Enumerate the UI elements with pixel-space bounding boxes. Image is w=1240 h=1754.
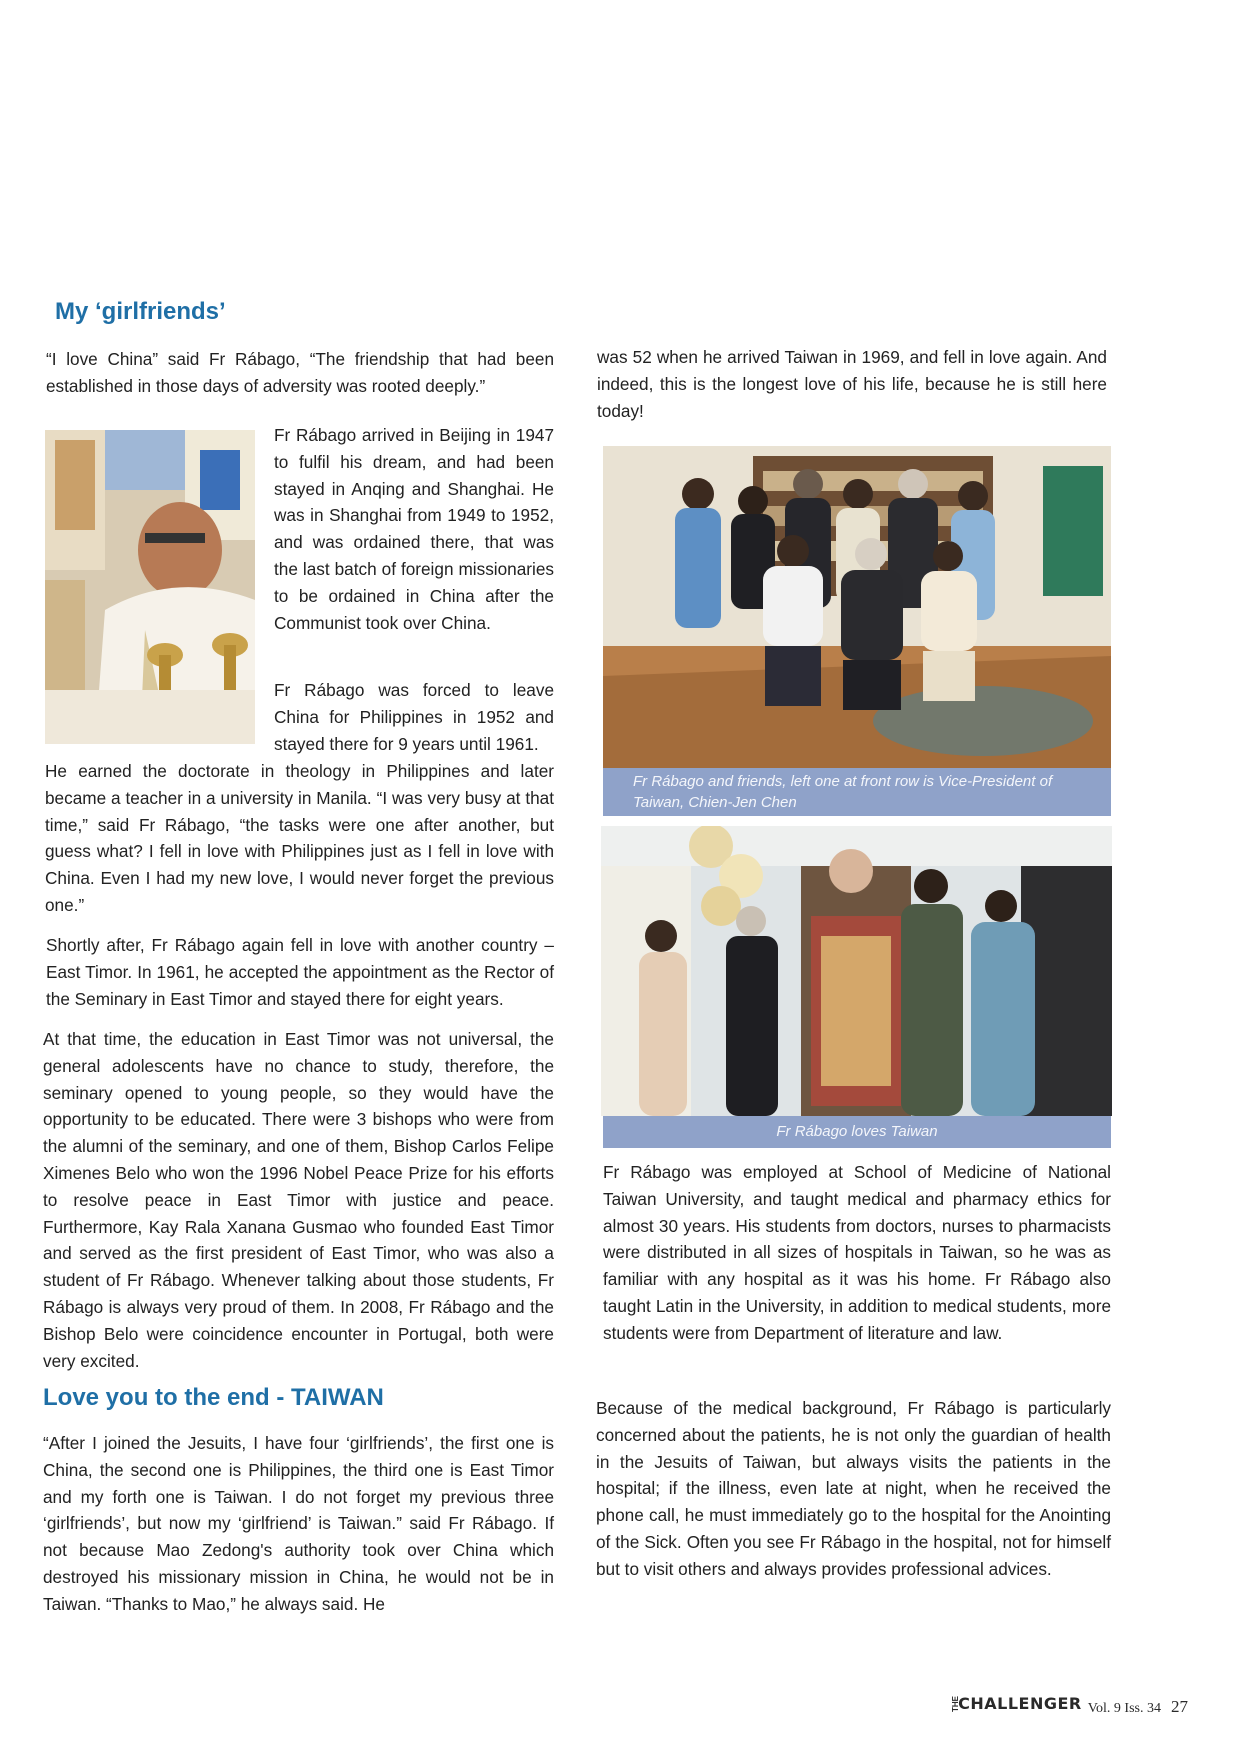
photo-rabago-loves-taiwan	[601, 826, 1112, 1116]
paragraph-arrived-taiwan: was 52 when he arrived Taiwan in 1969, and fell in love again. And indeed, this is the longest love of his life, because he is still here today!	[597, 347, 1107, 421]
paragraph-philippines: He earned the doctorate in theology in Philippines and later became a teacher in a university in Manila. “I was very busy at that time,” said Fr Rábago, “the tasks were one after another, but guess what? I fell in love with Philippines just as I fell in love with China. Even I had my new love, I would never forget the previous one.”	[45, 761, 554, 915]
section-heading-taiwan: Love you to the end - TAIWAN	[43, 1384, 384, 1411]
logo-wordmark: CHALLENGER	[958, 1694, 1082, 1713]
paragraph-beijing: Fr Rábago arrived in Beijing in 1947 to fulfil his dream, and had been stayed in Anqing and Shanghai. He was in Shanghai from 1949 to 1952, and was ordained there, that was the last batch of foreign missionaries to be ordained in China after the Communist took over China.	[274, 425, 554, 633]
magazine-logo	[951, 1694, 1082, 1713]
paragraph-east-timor: Shortly after, Fr Rábago again fell in love with another country – East Timor. In 1961, he accepted the appointment as the Rector of the Seminary in East Timor and stayed there for eight years.	[46, 935, 554, 1009]
page-footer	[951, 1694, 1188, 1717]
caption-loves-taiwan: Fr Rábago loves Taiwan	[603, 1116, 1111, 1148]
paragraph-four-girlfriends: “After I joined the Jesuits, I have four ‘girlfriends’, the first one is China, the second one is Philippines, the third one is East Timor and my forth one is Taiwan. I do not forget my previous three ‘girlfriends’, but now my ‘girlfriend’ is Taiwan.” said Fr Rábago. If not because Mao Zedong's authority took over China which destroyed his missionary mission in China, he would not be in Taiwan. “Thanks to Mao,” he always said. He	[43, 1433, 554, 1614]
paragraph-school-of-medicine: Fr Rábago was employed at School of Medicine of National Taiwan University, and taught medical and pharmacy ethics for almost 30 years. His students from doctors, nurses to pharmacists were distributed in all sizes of hospitals in Taiwan, so he was as familiar with any hospital as it was his home. Fr Rábago also taught Latin in the University, in addition to medical students, more students were from Department of literature and law.	[603, 1162, 1111, 1343]
issue-info: Vol. 9 Iss. 34	[1087, 1700, 1161, 1716]
paragraph-education-east-timor: At that time, the education in East Timor was not universal, the general adolescents have no chance to study, therefore, the seminary opened to young people, so they would have the opportunity to be educated. There were 3 bishops who were from the alumni of the seminary, and one of them, Bishop Carlos Felipe Ximenes Belo who won the 1996 Nobel Peace Prize for his efforts to resolve peace in East Timor with justice and peace. Furthermore, Kay Rala Xanana Gusmao who founded East Timor and served as the first president of East Timor, who was also a student of Fr Rábago. Whenever talking about those students, Fr Rábago is always very proud of them. In 2008, Fr Rábago and the Bishop Belo were coincidence encounter in Portugal, both were very excited.	[43, 1029, 554, 1371]
logo-the-text: THE	[951, 1695, 961, 1712]
section-heading-girlfriends: My ‘girlfriends’	[55, 298, 226, 325]
paragraph-philippines-wrap: Fr Rábago was forced to leave China for Philippines in 1952 and stayed there for 9 years until 1961.	[274, 680, 554, 754]
photo-group-vice-president	[603, 446, 1111, 768]
photo-fr-rabago-altar	[45, 430, 255, 744]
caption-group-photo: Fr Rábago and friends, left one at front row is Vice-President of Taiwan, Chien-Jen Chen	[603, 768, 1111, 816]
paragraph-medical-background: Because of the medical background, Fr Rábago is particularly concerned about the patients, he is not only the guardian of health in the Jesuits of Taiwan, but always visits the patients in the hospital; if the illness, even late at night, when he received the phone call, he must immediately go to the hospital for the Anointing of the Sick. Often you see Fr Rábago in the hospital, not for himself but to visit others and always provides professional advices.	[596, 1398, 1111, 1579]
page-number: 27	[1171, 1696, 1188, 1716]
paragraph-love-china: “I love China” said Fr Rábago, “The friendship that had been established in those days of adversity was rooted deeply.”	[46, 349, 554, 396]
